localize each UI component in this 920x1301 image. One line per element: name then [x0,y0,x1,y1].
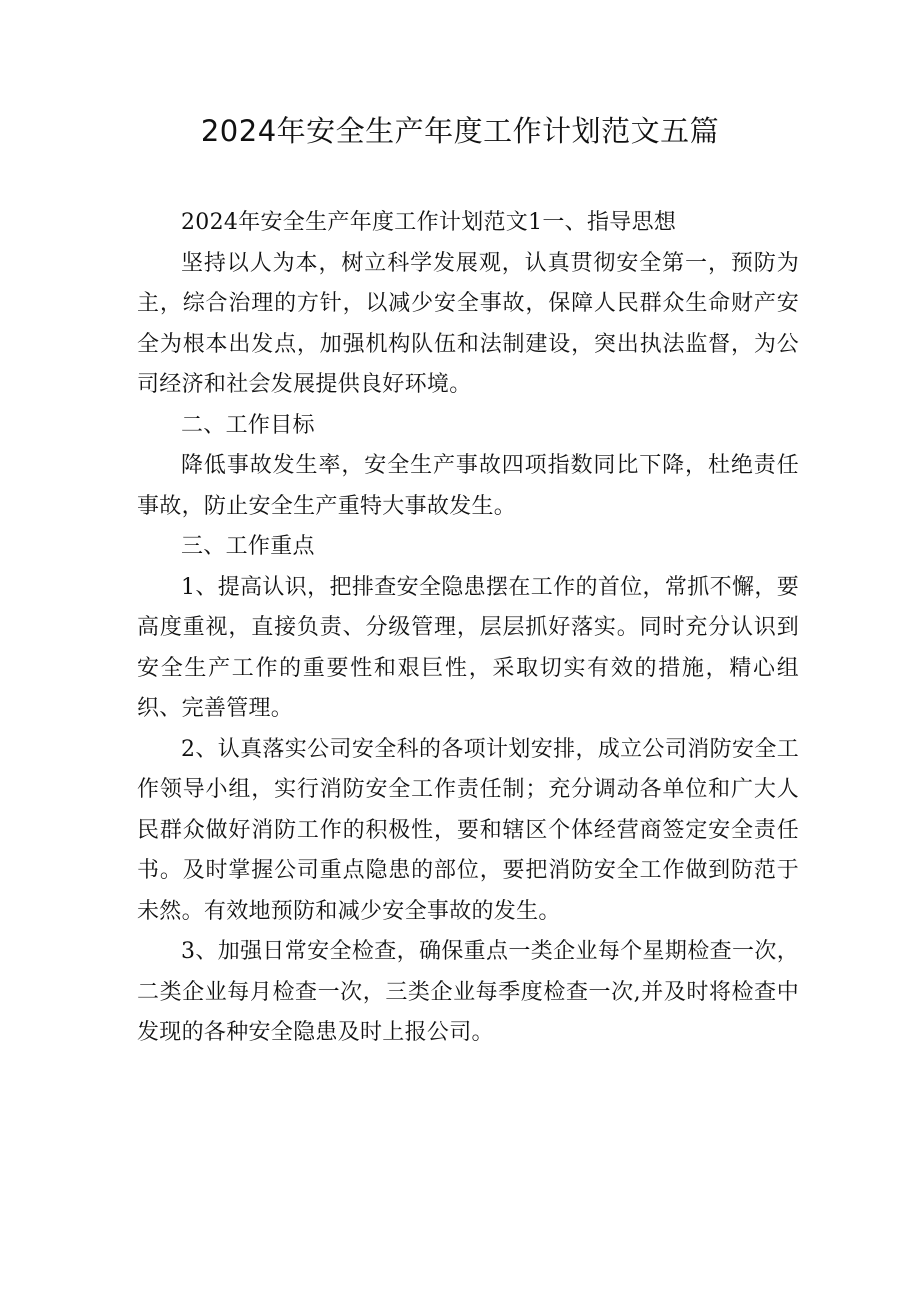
paragraph-focus-item-3: 3、加强日常安全检查，确保重点一类企业每个星期检查一次，二类企业每月检查一次，三类企业每季度检查一次,并及时将检查中发现的各种安全隐患及时上报公司。 [137,939,799,1045]
paragraph-work-goals: 降低事故发生率，安全生产事故四项指数同比下降，杜绝责任事故，防止安全生产重特大事故发生。 [137,453,799,519]
paragraph-focus-item-1: 1、提高认识，把排查安全隐患摆在工作的首位，常抓不懈，要高度重视，直接负责、分级管理，层层抓好落实。同时充分认识到安全生产工作的重要性和艰巨性，采取切实有效的措施，精心组织、完善管理。 [137,574,799,721]
document-body [137,203,799,1054]
paragraph-section-one-heading: 2024年安全生产年度工作计划范文1一、指导思想 [181,210,677,235]
document-title: 2024年安全生产年度工作计划范文五篇 [200,114,720,148]
paragraph-guiding-principle: 坚持以人为本，树立科学发展观，认真贯彻安全第一，预防为主，综合治理的方针，以减少安全事故，保障人民群众生命财产安全为根本出发点，加强机构队伍和法制建设，突出执法监督，为公司经济和社会发展提供良好环境。 [137,250,799,397]
paragraph-focus-item-2: 2、认真落实公司安全科的各项计划安排，成立公司消防安全工作领导小组，实行消防安全工作责任制；充分调动各单位和广大人民群众做好消防工作的积极性，要和辖区个体经营商签定安全责任书。及时掌握公司重点隐患的部位，要把消防安全工作做到防范于未然。有效地预防和减少安全事故的发生。 [137,736,799,924]
paragraph-section-two-heading: 二、工作目标 [181,412,315,438]
paragraph-section-three-heading: 三、工作重点 [181,534,315,559]
